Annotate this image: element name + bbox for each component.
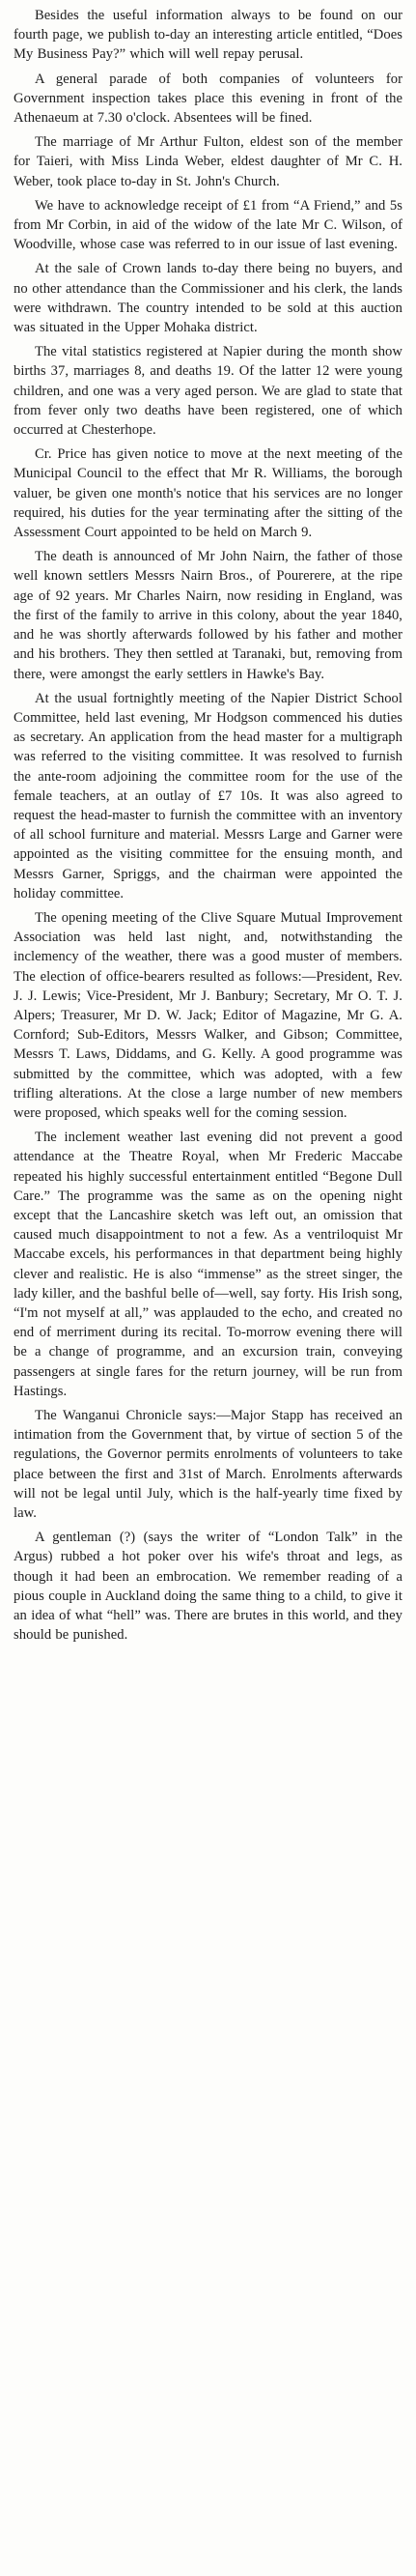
paragraph-crown-lands-sale: At the sale of Crown lands to-day there being no buyers, and no other attendance than the Commissioner and his clerk, the lands were withdrawn. The country intended to be sold at this auction was situated in the Upper Mohaka district. (14, 261, 402, 336)
paragraph-wilson-donations: We have to acknowledge receipt of £1 from “A Friend,” and 5s from Mr Corbin, in aid of the widow of the late Mr C. Wilson, of Woodville, whose case was referred to in our issue of last evening. (14, 197, 402, 253)
paragraph-london-talk: A gentleman (?) (says the writer of “London Talk” in the Argus) rubbed a hot poker over his wife's throat and legs, as though it had been an embrocation. We remember reading of a pious couple in Auckland doing the same thing to a child, to give it an idea of what “hell” was. There are brutes in this world, and they should be punished. (14, 1530, 402, 1644)
paragraph-school-committee: At the usual fortnightly meeting of the Napier District School Committee, held last evening, Mr Hodgson commenced his duties as secretary. An application from the head master for a multigraph was referred to the visiting committee. It was resolved to furnish the ante-room adjoining the committee room for the use of the female teachers, at an outlay of £7 10s. It was also agreed to request the head-master to furnish the committee with an inventory of all school furniture and material. Messrs Large and Garner were appointed as the visiting committee for the ensuing month, and Messrs Garner, Spriggs, and the chairman were appointed the holiday committee. (14, 690, 402, 902)
paragraph-council-notice: Cr. Price has given notice to move at the next meeting of the Municipal Council to the effect that Mr R. Williams, the borough valuer, be given one month's notice that his services are no longer required, his duties for the year terminating after the sitting of the Assessment Court appointed to be held on March 9. (14, 446, 402, 541)
paragraph-fulton-marriage: The marriage of Mr Arthur Fulton, eldest son of the member for Taieri, with Miss Linda Weber, eldest daughter of Mr C. H. Weber, took place to-day in St. John's Church. (14, 134, 402, 189)
paragraph-fourth-page: Besides the useful information always to be found on our fourth page, we publish to-day an interesting article entitled, “Does My Business Pay?” which will well repay perusal. (14, 8, 402, 63)
paragraph-vital-statistics: The vital statistics registered at Napier during the month show births 37, marriages 8, and deaths 19. Of the latter 12 were young children, and one was a very aged person. We are glad to state that from fever only two deaths have been registered, one of which occurred at Chesterhope. (14, 344, 402, 439)
paragraph-mutual-improvement: The opening meeting of the Clive Square Mutual Improvement Association was held last night, and, notwithstanding the inclemency of the weather, there was a good muster of members. The election of office-bearers resulted as follows:—President, Rev. J. J. Lewis; Vice-President, Mr J. Banbury; Secretary, Mr O. T. J. Alpers; Treasurer, Mr D. W. Jack; Editor of Magazine, Mr G. A. Cornford; Sub-Editors, Messrs Walker, and Gibson; Committee, Messrs T. Laws, Diddams, and G. Kelly. A good programme was submitted by the committee, which was adopted, with a few trifling alterations. At the close a large number of new members were proposed, which speaks well for the coming session. (14, 909, 402, 1121)
paragraph-volunteer-parade: A general parade of both companies of volunteers for Government inspection takes place this evening in front of the Athenaeum at 7.30 o'clock. Absentees will be fined. (14, 71, 402, 127)
paragraph-wanganui-chronicle: The Wanganui Chronicle says:—Major Stapp has received an intimation from the Government that, by virtue of section 5 of the regulations, the Governor permits enrolments of volunteers to take place between the first and 31st of March. Enrolments afterwards will not be legal until July, which is the half-yearly time fixed by law. (14, 1408, 402, 1522)
paragraph-nairn-death: The death is announced of Mr John Nairn, the father of those well known settlers Messrs Nairn Bros., of Pourerere, at the ripe age of 92 years. Mr Charles Nairn, now residing in England, was the first of the family to arrive in this colony, about the year 1840, and he was shortly afterwards followed by his father and mother and his brothers. They then settled at Taranaki, but, removing from there, were amongst the early settlers in Hawke's Bay. (14, 549, 402, 682)
paragraph-theatre-royal: The inclement weather last evening did not prevent a good attendance at the Theatre Royal, when Mr Frederic Maccabe repeated his highly successful entertainment entitled “Begone Dull Care.” The programme was the same as on the opening night except that the Lancashire sketch was left out, an omission that caused much disappointment to not a few. As a ventriloquist Mr Maccabe excels, his performances in that department being highly clever and realistic. He is also “immense” as the street singer, the lady killer, and the bashful belle of—well, say forty. His Irish song, “I'm not myself at all,” was applauded to the echo, and created no end of merriment during its recital. To-morrow evening there will be a change of programme, and an excursion train, conveying passengers at single fares for the return journey, will be run from Hastings. (14, 1130, 402, 1399)
